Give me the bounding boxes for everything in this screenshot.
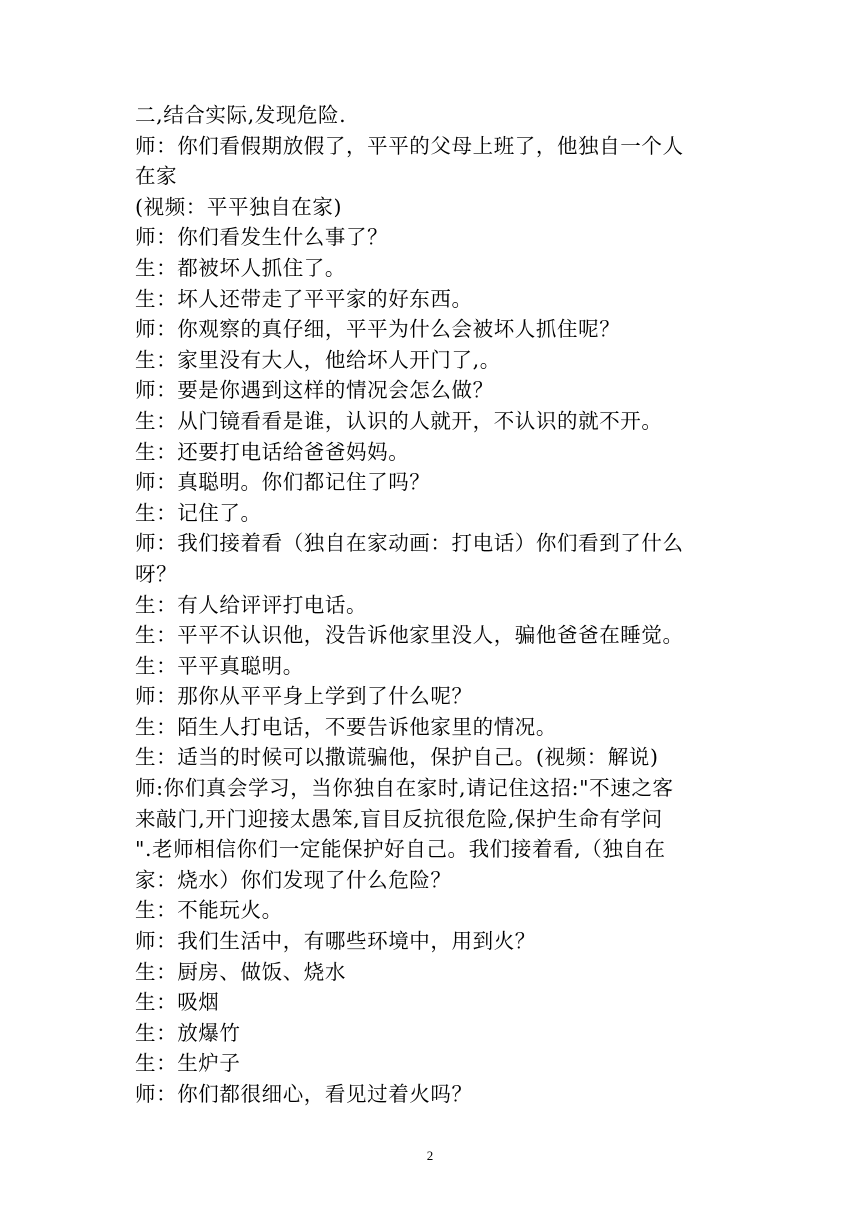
text-line: 家：烧水）你们发现了什么危险？: [135, 867, 452, 892]
text-line: 师：真聪明。你们都记住了吗？: [135, 470, 431, 495]
text-line: 师：你们都很细心，看见过着火吗？: [135, 1082, 473, 1106]
text-line: 生：厨房、做饭、烧水: [135, 959, 346, 984]
text-line: 生：适当的时候可以撒谎骗他，保护自己。(视频：解说): [135, 745, 659, 770]
text-line: 师：你观察的真仔细，平平为什么会被坏人抓住呢？: [135, 317, 621, 342]
text-line: ".老师相信你们一定能保护好自己。我们接着看,（独自在: [135, 837, 666, 862]
text-line: 生：家里没有大人，他给坏人开门了,。: [135, 347, 501, 372]
text-line: 在家: [135, 164, 178, 189]
text-line: 生：平平真聪明。: [135, 653, 304, 678]
text-line: 生：记住了。: [135, 500, 262, 525]
text-line: 师：你们看发生什么事了？: [135, 225, 389, 250]
text-line: 师：你们看假期放假了，平平的父母上班了，他独自一个人: [135, 133, 684, 158]
text-line: 师：我们生活中，有哪些环境中，用到火？: [135, 929, 536, 954]
text-line: 生：生炉子: [135, 1051, 241, 1076]
text-line: 生：陌生人打电话，不要告诉他家里的情况。: [135, 714, 557, 739]
page-number: 2: [426, 1148, 434, 1163]
text-line: 呀？: [135, 561, 178, 586]
text-line: 生：有人给评评打电话。: [135, 592, 368, 617]
text-line: 来敲门,开门迎接太愚笨,盲目反抗很危险,保护生命有学问: [135, 806, 663, 831]
text-line: 生：从门镜看看是谁，认识的人就开，不认识的就不开。: [135, 408, 663, 433]
text-line: 生：都被坏人抓住了。: [135, 255, 346, 280]
text-line: 生：放爆竹: [135, 1020, 241, 1045]
text-line: 生：平平不认识他，没告诉他家里没人，骗他爸爸在睡觉。: [135, 623, 684, 648]
text-line: 师：要是你遇到这样的情况会怎么做？: [135, 378, 494, 403]
text-line: 师：我们接着看（独自在家动画：打电话）你们看到了什么: [135, 531, 684, 556]
text-line: (视频：平平独自在家): [135, 194, 343, 219]
text-line: 生：还要打电话给爸爸妈妈。: [135, 439, 410, 464]
text-line: 生：不能玩火。: [135, 898, 283, 923]
text-line: 生：坏人还带走了平平家的好东西。: [135, 286, 473, 311]
text-line: 师:你们真会学习，当你独自在家时,请记住这招:"不速之客: [135, 776, 674, 801]
text-line: 生：吸烟: [135, 990, 220, 1015]
section-heading: 二,结合实际,发现危险.: [135, 103, 347, 127]
text-line: 师：那你从平平身上学到了什么呢？: [135, 684, 473, 709]
document-body: [135, 100, 735, 1110]
